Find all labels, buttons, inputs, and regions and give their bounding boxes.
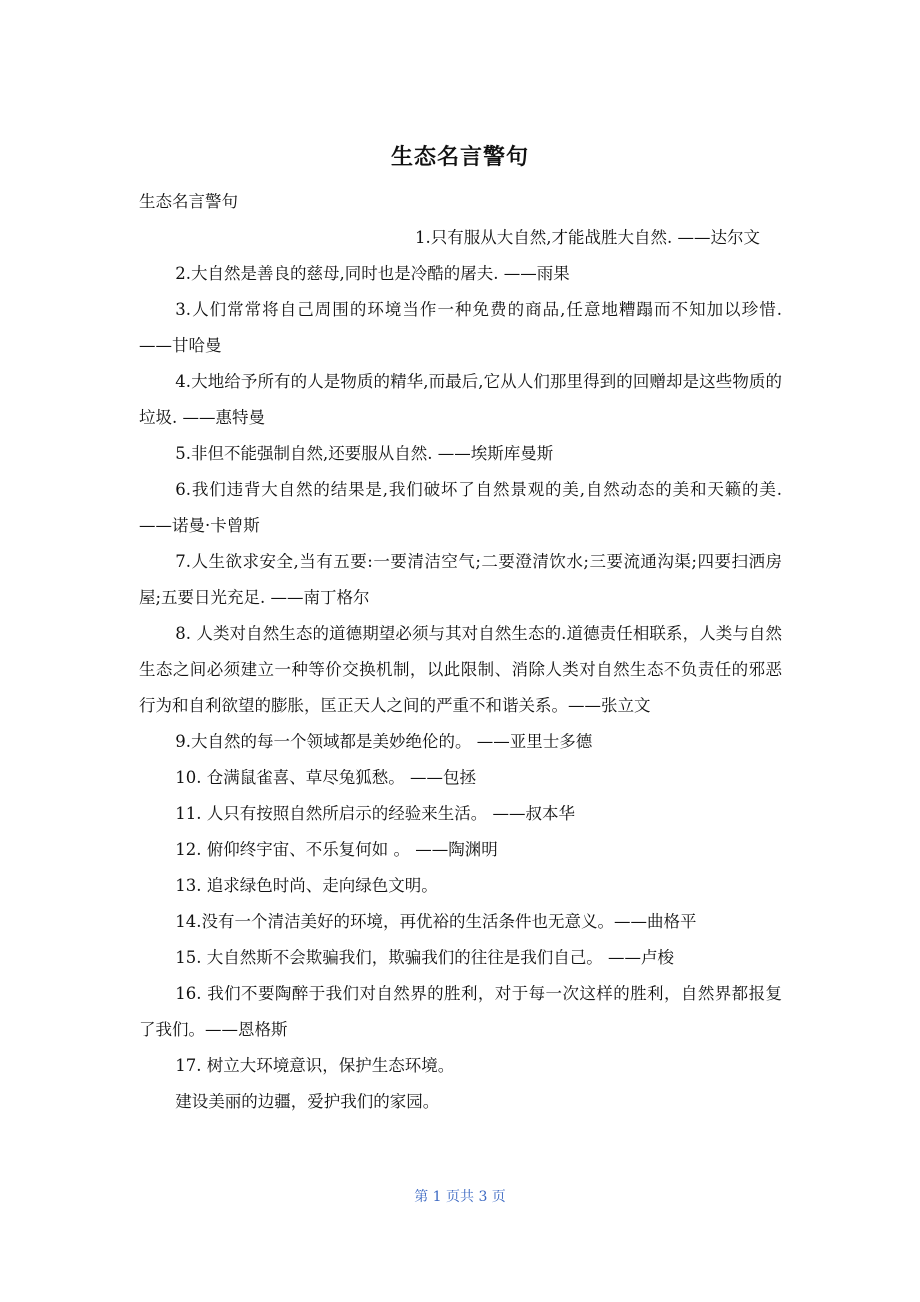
quote-16: 16. 我们不要陶醉于我们对自然界的胜利，对于每一次这样的胜利，自然界都报复了我们。——恩格斯 [139, 984, 782, 1039]
quote-15: 15. 大自然斯不会欺骗我们，欺骗我们的往往是我们自己。 ——卢梭 [175, 948, 675, 967]
closing-line: 建设美丽的边疆，爱护我们的家园。 [175, 1092, 440, 1111]
document-title: 生态名言警句 [390, 145, 529, 170]
quote-3: 3.人们常常将自己周围的环境当作一种免费的商品,任意地糟蹋而不知加以珍惜. ——甘哈曼 [139, 300, 782, 355]
quote-4: 4.大地给予所有的人是物质的精华,而最后,它从人们那里得到的回赠却是这些物质的垃圾. ——惠特曼 [139, 372, 782, 427]
quote-5: 5.非但不能强制自然,还要服从自然. ——埃斯库曼斯 [175, 444, 554, 463]
quote-12: 12. 俯仰终宇宙、不乐复何如 。 ——陶渊明 [175, 840, 498, 859]
quote-8: 8. 人类对自然生态的道德期望必须与其对自然生态的.道德责任相联系，人类与自然生态之间必须建立一种等价交换机制，以此限制、消除人类对自然生态不负责任的邪恶行为和自利欲望的膨胀，匡正天人之间的严重不和谐关系。——张立文 [139, 624, 782, 715]
quote-1: 1.只有服从大自然,才能战胜大自然. ——达尔文 [415, 228, 760, 247]
quote-2: 2.大自然是善良的慈母,同时也是冷酷的屠夫. ——雨果 [175, 264, 570, 283]
quote-9: 9.大自然的每一个领域都是美妙绝伦的。 ——亚里士多德 [175, 732, 593, 751]
quote-7: 7.人生欲求安全,当有五要:一要清洁空气;二要澄清饮水;三要流通沟渠;四要扫洒房屋;五要日光充足. ——南丁格尔 [139, 552, 782, 607]
document-body [139, 184, 782, 1120]
page-indicator: 第 1 页共 3 页 [414, 1189, 506, 1205]
quote-10: 10. 仓满鼠雀喜、草尽兔狐愁。 ——包拯 [175, 768, 477, 787]
quote-17: 17. 树立大环境意识，保护生态环境。 [175, 1056, 455, 1075]
quote-6: 6.我们违背大自然的结果是,我们破坏了自然景观的美,自然动态的美和天籁的美. ——诺曼·卡曾斯 [139, 480, 782, 535]
quote-13: 13. 追求绿色时尚、走向绿色文明。 [175, 876, 438, 895]
document-subtitle: 生态名言警句 [139, 192, 238, 211]
quote-14: 14.没有一个清洁美好的环境，再优裕的生活条件也无意义。——曲格平 [175, 912, 697, 931]
quote-11: 11. 人只有按照自然所启示的经验来生活。 ——叔本华 [175, 804, 576, 823]
